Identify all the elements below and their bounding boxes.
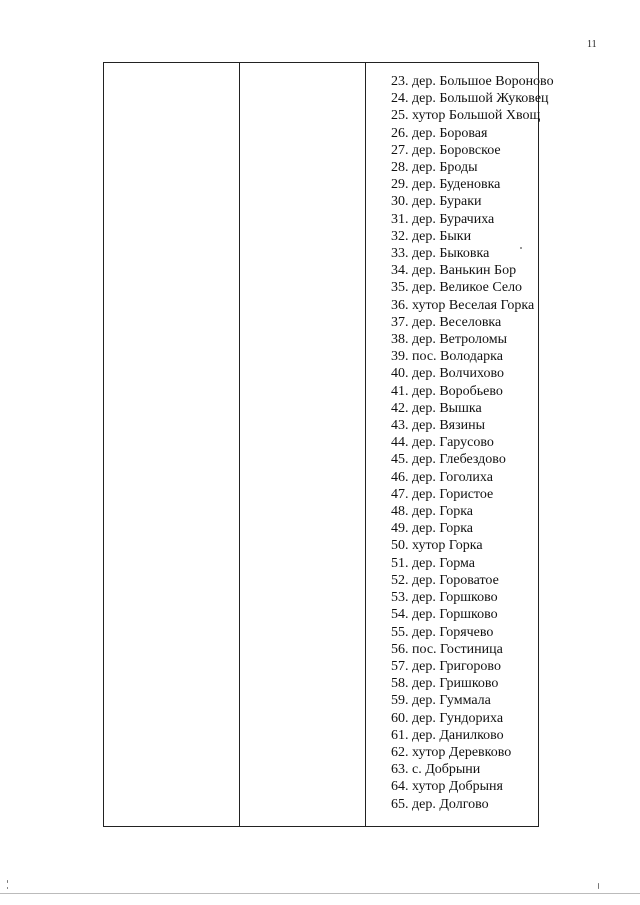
list-item: 26. дер. Боровая — [391, 125, 488, 141]
settlement-list — [366, 63, 554, 813]
list-item: 39. пос. Володарка — [391, 349, 503, 365]
list-item: 37. дер. Веселовка — [391, 314, 502, 330]
list-item: 60. дер. Гундориха — [391, 710, 504, 726]
list-item: 55. дер. Горячево — [391, 624, 494, 640]
list-item: 25. хутор Большой Хвощ — [391, 108, 541, 124]
table-cell-3 — [366, 63, 554, 827]
list-item: 43. дер. Вязины — [391, 418, 486, 434]
list-item: 33. дер. Быковка — [391, 246, 490, 262]
list-item: 65. дер. Долгово — [391, 796, 489, 812]
list-item: 47. дер. Гористое — [391, 486, 494, 502]
list-item: 54. дер. Горшково — [391, 607, 498, 623]
list-item: 42. дер. Вышка — [391, 400, 482, 416]
scan-speck — [598, 883, 599, 889]
scan-speck — [520, 247, 522, 249]
list-item: 58. дер. Гришково — [391, 676, 499, 692]
scan-speck — [7, 880, 8, 883]
list-item: 23. дер. Большое Вороново — [391, 74, 554, 89]
list-item: 51. дер. Горма — [391, 555, 475, 571]
list-item: 36. хутор Веселая Горка — [391, 297, 535, 313]
list-item: 32. дер. Быки — [391, 228, 472, 244]
list-item: 40. дер. Волчихово — [391, 366, 504, 382]
table-cell-2 — [240, 63, 366, 827]
list-item: 48. дер. Горка — [391, 504, 474, 520]
page-number: 11 — [587, 39, 597, 50]
list-item: 52. дер. Гороватое — [391, 572, 499, 588]
list-item: 29. дер. Буденовка — [391, 177, 501, 193]
table-cell-1 — [104, 63, 240, 827]
list-item: 35. дер. Великое Село — [391, 280, 523, 296]
list-item: 44. дер. Гарусово — [391, 435, 494, 451]
list-item: 45. дер. Глебездово — [391, 452, 506, 468]
list-item: 59. дер. Гуммала — [391, 693, 491, 709]
list-item: 27. дер. Боровское — [391, 142, 501, 158]
list-item: 49. дер. Горка — [391, 521, 474, 537]
list-item: 38. дер. Ветроломы — [391, 332, 507, 348]
scan-edge-line — [0, 893, 640, 894]
table-row — [104, 63, 539, 827]
list-item: 50. хутор Горка — [391, 538, 483, 554]
list-item: 31. дер. Бурачиха — [391, 211, 495, 227]
list-item: 41. дер. Воробьево — [391, 383, 503, 399]
list-item: 61. дер. Данилково — [391, 727, 504, 743]
scan-speck — [7, 887, 8, 889]
list-item: 28. дер. Броды — [391, 160, 478, 176]
list-item: 64. хутор Добрыня — [391, 779, 503, 795]
list-item: 53. дер. Горшково — [391, 590, 498, 606]
settlements-table — [103, 62, 554, 827]
list-item: 56. пос. Гостиница — [391, 641, 503, 657]
list-item: 24. дер. Большой Жуковец — [391, 91, 549, 107]
list-item: 30. дер. Бураки — [391, 194, 482, 210]
list-item: 57. дер. Григорово — [391, 658, 501, 674]
list-item: 46. дер. Гоголиха — [391, 469, 493, 485]
list-item: 62. хутор Деревково — [391, 744, 512, 760]
list-item: 63. с. Добрыни — [391, 762, 481, 778]
list-item: 34. дер. Ванькин Бор — [391, 263, 517, 279]
